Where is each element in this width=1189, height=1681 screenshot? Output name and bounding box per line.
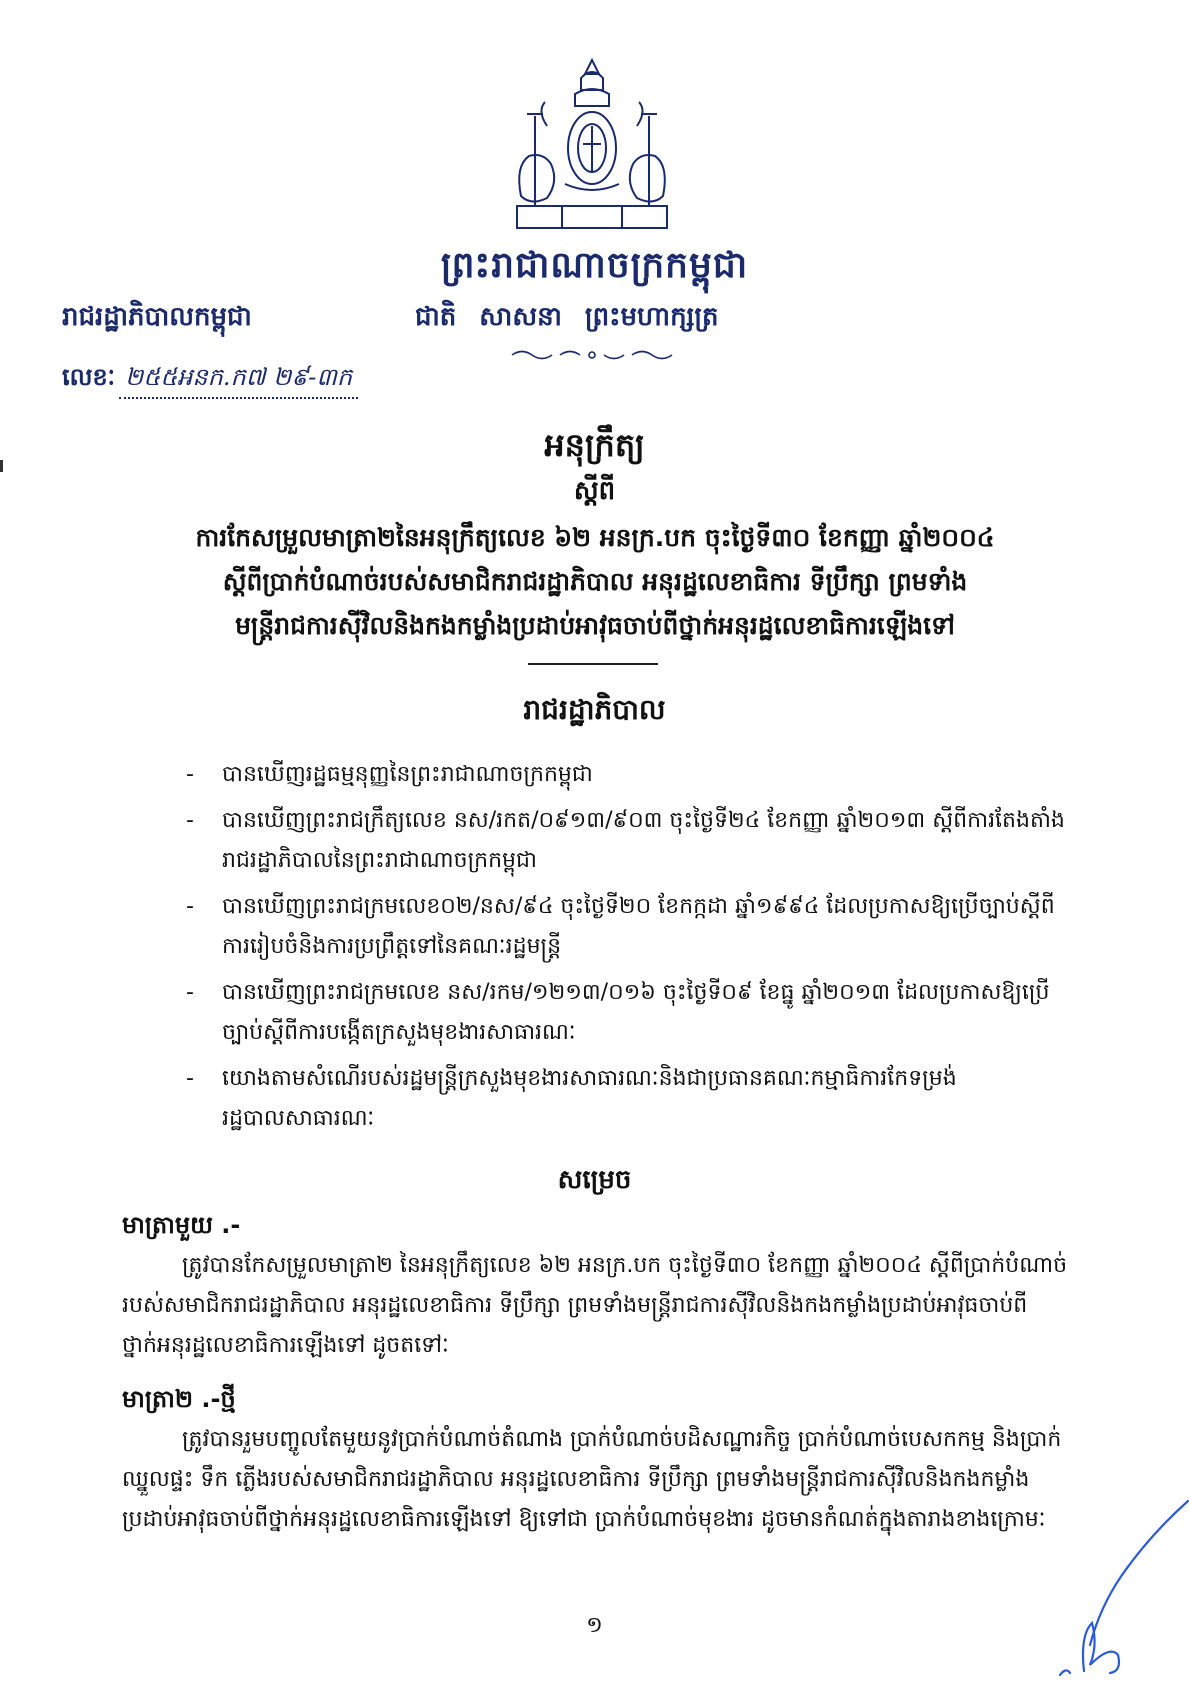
list-marker: - — [186, 808, 194, 833]
preamble-item — [186, 801, 1076, 881]
preamble-item — [186, 755, 1076, 795]
page-number: ១ — [586, 1613, 603, 1638]
article-2-body: ត្រូវបានរួមបញ្ចូលតែមួយនូវប្រាក់បំណាច់តំណាង ប្រាក់បំណាច់បដិសណ្ឋារកិច្ច ប្រាក់បំណាច់បេសកកម្ម និងប្រាក់ឈ្នួលផ្ទះ ទឹក ភ្លើងរបស់សមាជិករាជរដ្ឋាភិបាល អនុរដ្ឋលេខាធិការ ទីប្រឹក្សា ព្រមទាំងមន្រ្តីរាជការស៊ីវិលនិងកងកម្លាំងប្រដាប់អាវុធចាប់ពីថ្នាក់អនុរដ្ឋលេខាធិការឡើងទៅ ឱ្យទៅជា ប្រាក់បំណាច់មុខងារ ដូចមានកំណត់ក្នុងតារាងខាងក្រោមៈ — [122, 1427, 1062, 1532]
preamble-text: យោងតាមសំណើរបស់រដ្ឋមន្ត្រីក្រសួងមុខងារសាធារណៈនិងជាប្រធានគណៈកម្មាធិការកែទម្រង់រដ្ឋបាលសាធារណៈ — [222, 1066, 957, 1131]
reference-label: លេខៈ — [62, 363, 116, 391]
reference-number: ២៥៥អនក.ក៧ ២៩-៣ក — [119, 362, 358, 399]
reference-line — [62, 362, 358, 399]
issuer-heading: រាជរដ្ឋាភិបាល — [523, 693, 666, 726]
preamble-item — [186, 1059, 1076, 1139]
scan-artifact — [0, 460, 3, 472]
preamble-text: បានឃើញរដ្ឋធម្មនុញ្ញនៃព្រះរាជាណាចក្រកម្ពុជា — [222, 762, 593, 787]
article-2-heading: មាត្រា២ .-ថ្មី — [122, 1385, 236, 1413]
article-1-heading: មាត្រាមួយ .- — [122, 1211, 241, 1239]
subject-line: ការកែសម្រួលមាត្រា២នៃអនុក្រឹត្យលេខ ៦២ អនក្រ.បក ចុះថ្ងៃទី៣០ ខែកញ្ញា ឆ្នាំ២០០៤ — [195, 523, 995, 552]
royal-coat-of-arms-icon — [507, 56, 677, 231]
preamble-text: បានឃើញព្រះរាជក្រឹត្យលេខ នស/រកត/០៩១៣/៩០៣ ចុះថ្ងៃទី២៤ ខែកញ្ញា ឆ្នាំ២០១៣ ស្តីពីការតែងតាំងរាជរដ្ឋាភិបាលនៃព្រះរាជាណាចក្រកម្ពុជា — [222, 808, 1065, 873]
subject-line: ស្តីពីប្រាក់បំណាច់របស់សមាជិករាជរដ្ឋាភិបាល អនុរដ្ឋលេខាធិការ ទីប្រឹក្សា ព្រមទាំង — [222, 567, 968, 596]
divider — [528, 663, 658, 665]
government-name: រាជរដ្ឋាភិបាលកម្ពុជា — [62, 302, 252, 332]
list-marker: - — [186, 894, 194, 919]
decision-heading: សម្រេច — [557, 1165, 632, 1195]
document-type: អនុក្រឹត្យ — [544, 426, 645, 464]
document-subject — [90, 516, 1100, 648]
preamble-list — [186, 755, 1076, 1145]
list-marker: - — [186, 1066, 194, 1091]
list-marker: - — [186, 980, 194, 1005]
preamble-text: បានឃើញព្រះរាជក្រមលេខ នស/រកម/១២១៣/០១៦ ចុះថ្ងៃទី០៩ ខែធ្នូ ឆ្នាំ២០១៣ ដែលប្រកាសឱ្យប្រើច្បាប់ស្តីពីការបង្កើតក្រសួងមុខងារសាធារណៈ — [222, 980, 1050, 1045]
handwritten-initial-icon — [1040, 1495, 1189, 1681]
article-1-body: ត្រូវបានកែសម្រួលមាត្រា២ នៃអនុក្រឹត្យលេខ ៦២ អនក្រ.បក ចុះថ្ងៃទី៣០ ខែកញ្ញា ឆ្នាំ២០០៤ ស្តីពីប្រាក់បំណាច់របស់សមាជិករាជរដ្ឋាភិបាល អនុរដ្ឋលេខាធិការ ទីប្រឹក្សា ព្រមទាំងមន្រ្តីរាជការស៊ីវិលនិងកងកម្លាំងប្រដាប់អាវុធចាប់ពីថ្នាក់អនុរដ្ឋលេខាធិការឡើងទៅ ដូចតទៅៈ — [122, 1253, 1068, 1358]
list-marker: - — [186, 762, 194, 787]
preamble-text: បានឃើញព្រះរាជក្រមលេខ០២/នស/៩៤ ចុះថ្ងៃទី២០ ខែកក្កដា ឆ្នាំ១៩៩៤ ដែលប្រកាសឱ្យប្រើច្បាប់ស្តីពីការរៀបចំនិងការប្រព្រឹត្តទៅនៃគណៈរដ្ឋមន្ត្រី — [222, 894, 1055, 959]
preamble-item — [186, 887, 1076, 967]
decorative-ornament-icon — [508, 346, 676, 364]
subject-line: មន្រ្តីរាជការស៊ីវិលនិងកងកម្លាំងប្រដាប់អាវុធចាប់ពីថ្នាក់អនុរដ្ឋលេខាធិការឡើងទៅ — [235, 611, 955, 640]
document-about: ស្តីពី — [573, 476, 616, 506]
national-motto: ជាតិ សាសនា ព្រះមហាក្សត្រ — [415, 302, 719, 332]
preamble-item — [186, 973, 1076, 1053]
kingdom-title: ព្រះរាជាណាចក្រកម្ពុជា — [440, 245, 749, 286]
